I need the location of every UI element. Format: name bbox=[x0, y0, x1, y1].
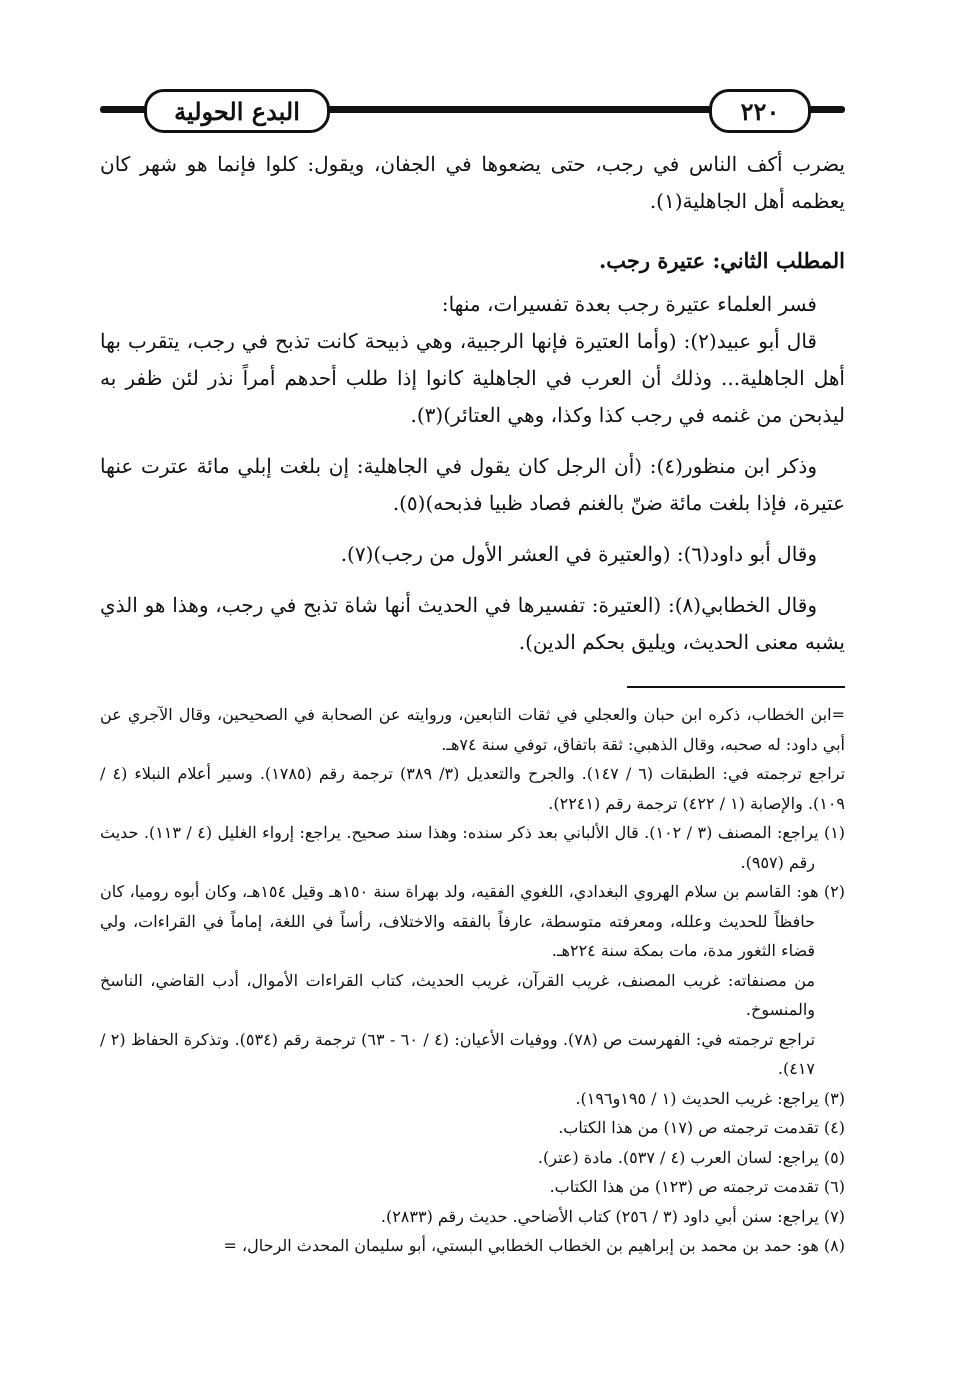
footnote-line: (٢) هو: القاسم بن سلام الهروي البغدادي، اللغوي الفقيه، ولد بهراة سنة ١٥٠هـ وقيل ١٥٤هـ، وكان أبوه روميا، كان حافظاً للحديث وعلله، ومعرفته متوسطة، عارفاً بالفقه والاختلاف، رأساً في اللغة، إماماً في القراءات، ولي قضاء الثغور مدة، مات بمكة سنة ٢٢٤هـ. bbox=[100, 882, 845, 960]
footnote-line: =ابن الخطاب، ذكره ابن حبان والعجلي في ثقات التابعين، وروايته عن الصحابة في الصحيحين، وقال الآجري عن أبي داود: له صحبه، وقال الذهبي: ثقة باتفاق، توفي سنة ٧٤هـ. bbox=[100, 705, 845, 754]
body-paragraph: يضرب أكف الناس في رجب، حتى يضعوها في الجفان، ويقول: كلوا فإنما هو شهر كان يعظمه أهل الجاهلية(١). bbox=[100, 152, 845, 213]
footnote-line: (٧) يراجع: سنن أبي داود (٣ / ٢٥٦) كتاب الأضاحي. حديث رقم (٢٨٣٣). bbox=[380, 1206, 845, 1226]
body-paragraph: وقال الخطابي(٨): (العتيرة: تفسيرها في الحديث أنها شاة تذبح في رجب، وهذا هو الذي يشبه معنى الحديث، ويليق بحكم الدين). bbox=[100, 593, 845, 654]
footnote-line: تراجع ترجمته في: الفهرست ص (٧٨). ووفيات الأعيان: (٤ / ٦٠ - ٦٣) ترجمة رقم (٥٣٤). وتذكرة الحفاظ (٢ / ٤١٧). bbox=[100, 1029, 816, 1078]
footnote-line: من مصنفاته: غريب المصنف، غريب القرآن، غريب الحديث، كتاب القراءات الأموال، أدب القاضي، الناسخ والمنسوخ. bbox=[100, 970, 815, 1019]
footnote-line: (٣) يراجع: غريب الحديث (١ / ١٩٥و١٩٦). bbox=[575, 1088, 845, 1108]
page-number: ٢٢٠ bbox=[709, 89, 811, 133]
main-text bbox=[100, 146, 845, 661]
footnote-line: (٥) يراجع: لسان العرب (٤ / ٥٣٧). مادة (عتر). bbox=[537, 1147, 845, 1167]
body-paragraph: فسر العلماء عتيرة رجب بعدة تفسيرات، منها: bbox=[441, 292, 817, 316]
body-paragraph: قال أبو عبيد(٢): (وأما العتيرة فإنها الرجبية، وهي ذبيحة كانت تذبح في رجب، يتقرب بها أهل الجاهلية... وذلك أن العرب في الجاهلية كانوا إذا طلب أحدهم أمراً نذر لئن ظفر به ليذبحن من غنمه في رجب كذا وكذا، وهي العتائر)(٣). bbox=[100, 329, 845, 427]
footnote-line: تراجع ترجمته في: الطبقات (٦ / ١٤٧). والجرح والتعديل (٣/ ٣٨٩) ترجمة رقم (١٧٨٥). وسير أعلام النبلاء (٤ / ١٠٩). والإصابة (١ / ٤٢٢) ترجمة رقم (٢٢٤١). bbox=[100, 764, 846, 813]
body-paragraph: وقال أبو داود(٦): (والعتيرة في العشر الأول من رجب)(٧). bbox=[340, 542, 817, 566]
body-paragraph: وذكر ابن منظور(٤): (أن الرجل كان يقول في الجاهلية: إن بلغت إبلي مائة عترت عنها عتيرة، فإذا بلغت مائة ضنّ بالغنم فصاد ظبيا فذبحه)(٥). bbox=[100, 454, 845, 515]
page-header bbox=[100, 84, 845, 132]
footnote-line: (٨) هو: حمد بن محمد بن إبراهيم بن الخطاب الخطابي البستي، أبو سليمان المحدث الرحال، = bbox=[223, 1236, 845, 1255]
footnotes bbox=[100, 700, 845, 1261]
footnote-line: (٤) تقدمت ترجمته ص (١٧) من هذا الكتاب. bbox=[558, 1118, 845, 1137]
section-heading: المطلب الثاني: عتيرة رجب. bbox=[598, 248, 845, 273]
book-title: البدع الحولية bbox=[144, 89, 330, 133]
footnote-line: (١) يراجع: المصنف (٣ / ١٠٢). قال الألباني بعد ذكر سنده: وهذا سند صحيح. يراجع: إرواء الغليل (٤ / ١١٣). حديث رقم (٩٥٧). bbox=[100, 823, 846, 872]
footnote-separator bbox=[627, 686, 845, 688]
footnote-line: (٦) تقدمت ترجمته ص (١٢٣) من هذا الكتاب. bbox=[549, 1177, 845, 1196]
